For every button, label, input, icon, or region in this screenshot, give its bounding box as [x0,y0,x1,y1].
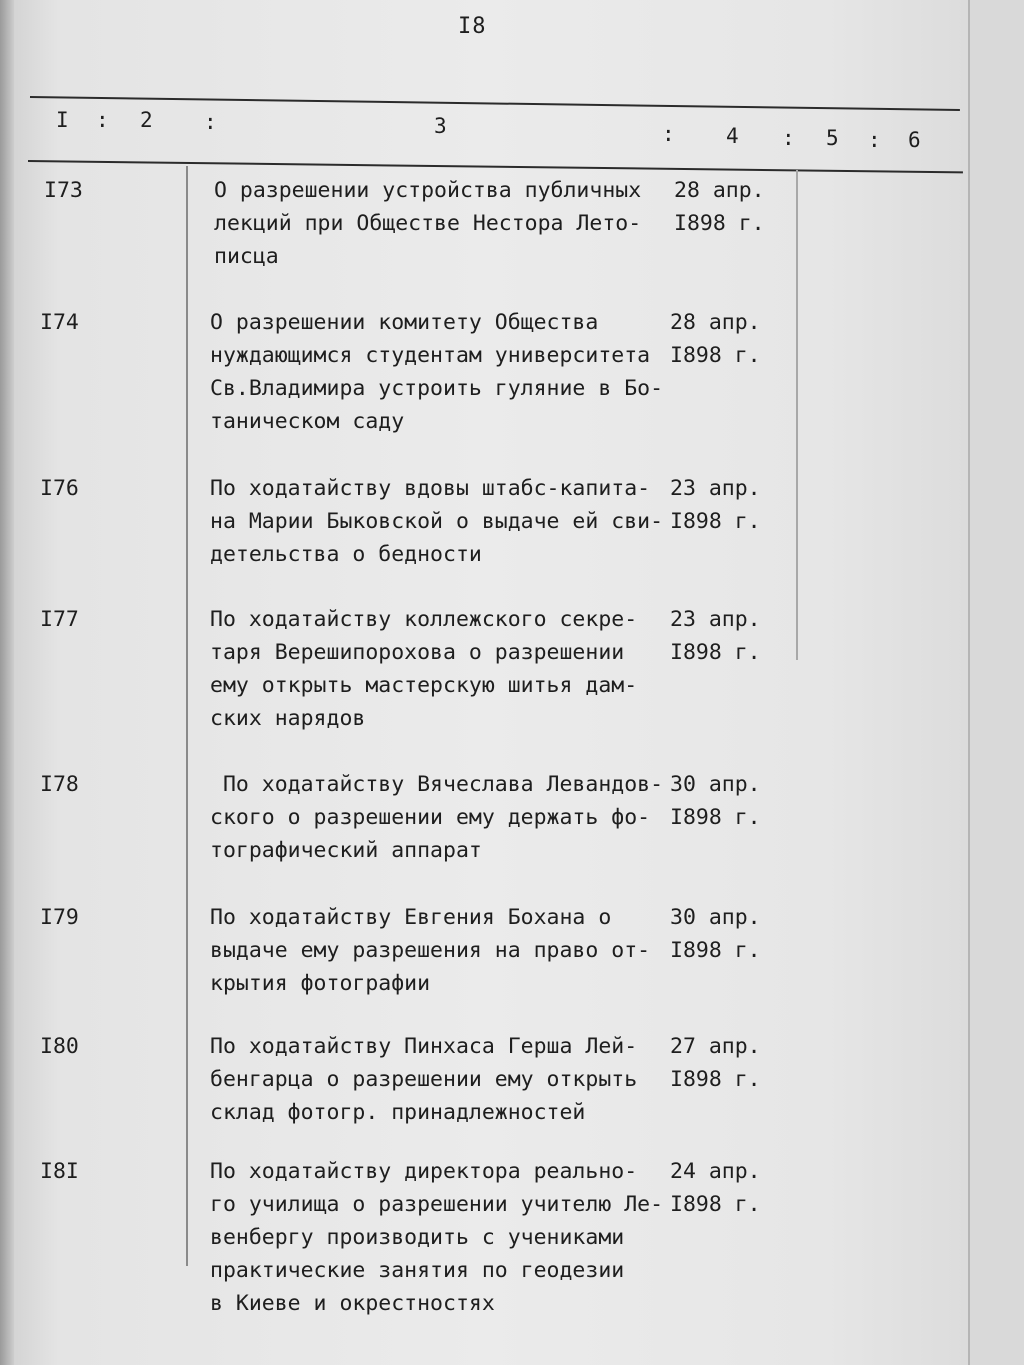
entry-number: I80 [40,1034,79,1059]
page-binding [0,0,14,1365]
column-header-3: 3 [434,114,447,138]
entry-date: 27 апр. I898 г. [670,1034,761,1092]
entry-number: I8I [40,1159,79,1184]
column-header-6: 6 [908,128,921,152]
column-header-separator: : [96,108,109,132]
page-number: I8 [458,14,487,39]
entry-text: По ходатайству директора реально- го училища о разрешении учителю Ле- венбергу производить с учениками практические занятия по геодезии в Киеве и окрестностях [210,1159,664,1316]
entry-date: 24 апр. I898 г. [670,1159,761,1217]
page-edge [968,0,970,1365]
column-divider [796,170,798,660]
header-bottom-rule [28,160,963,173]
entry-number: I76 [40,476,79,501]
column-header-1: I [56,108,69,132]
entry-text: О разрешении устройства публичных лекций при Обществе Нестора Лето- писца [214,178,642,269]
entry-text: О разрешении комитету Общества нуждающимся студентам университета Св.Владимира устроить гуляние в Бо- таническом саду [210,310,664,434]
column-divider [186,166,188,1266]
entry-date: 28 апр. I898 г. [670,310,761,368]
entry-text: По ходатайству Пинхаса Герша Лей- бенгарца о разрешении ему открыть склад фотогр. принадлежностей [210,1034,638,1125]
entry-date: 28 апр. I898 г. [674,178,765,236]
column-header-5: 5 [826,126,839,150]
column-header-separator: : [868,128,881,152]
entry-number: I74 [40,310,79,335]
entry-date: 30 апр. I898 г. [670,905,761,963]
column-header-2: 2 [140,108,153,132]
entry-date: 30 апр. I898 г. [670,772,761,830]
entry-date: 23 апр. I898 г. [670,607,761,665]
entry-number: I79 [40,905,79,930]
column-header-separator: : [782,126,795,150]
entry-number: I73 [44,178,83,203]
entry-number: I78 [40,772,79,797]
column-header-4: 4 [726,124,739,148]
entry-date: 23 апр. I898 г. [670,476,761,534]
column-header-separator: : [204,110,217,134]
entry-text: По ходатайству Вячеслава Левандов- ского о разрешении ему держать фо- тографический аппарат [210,772,664,863]
entry-text: По ходатайству коллежского секре- таря Верешипорохова о разрешении ему открыть мастерскую шитья дам- ских нарядов [210,607,638,731]
column-header-separator: : [662,122,675,146]
column-header-row [56,108,936,152]
entry-number: I77 [40,607,79,632]
entry-text: По ходатайству Евгения Бохана о выдаче ему разрешения на право от- крытия фотографии [210,905,651,996]
entry-text: По ходатайству вдовы штабс-капита- на Марии Быковской о выдаче ей сви- детельства о бедности [210,476,664,567]
